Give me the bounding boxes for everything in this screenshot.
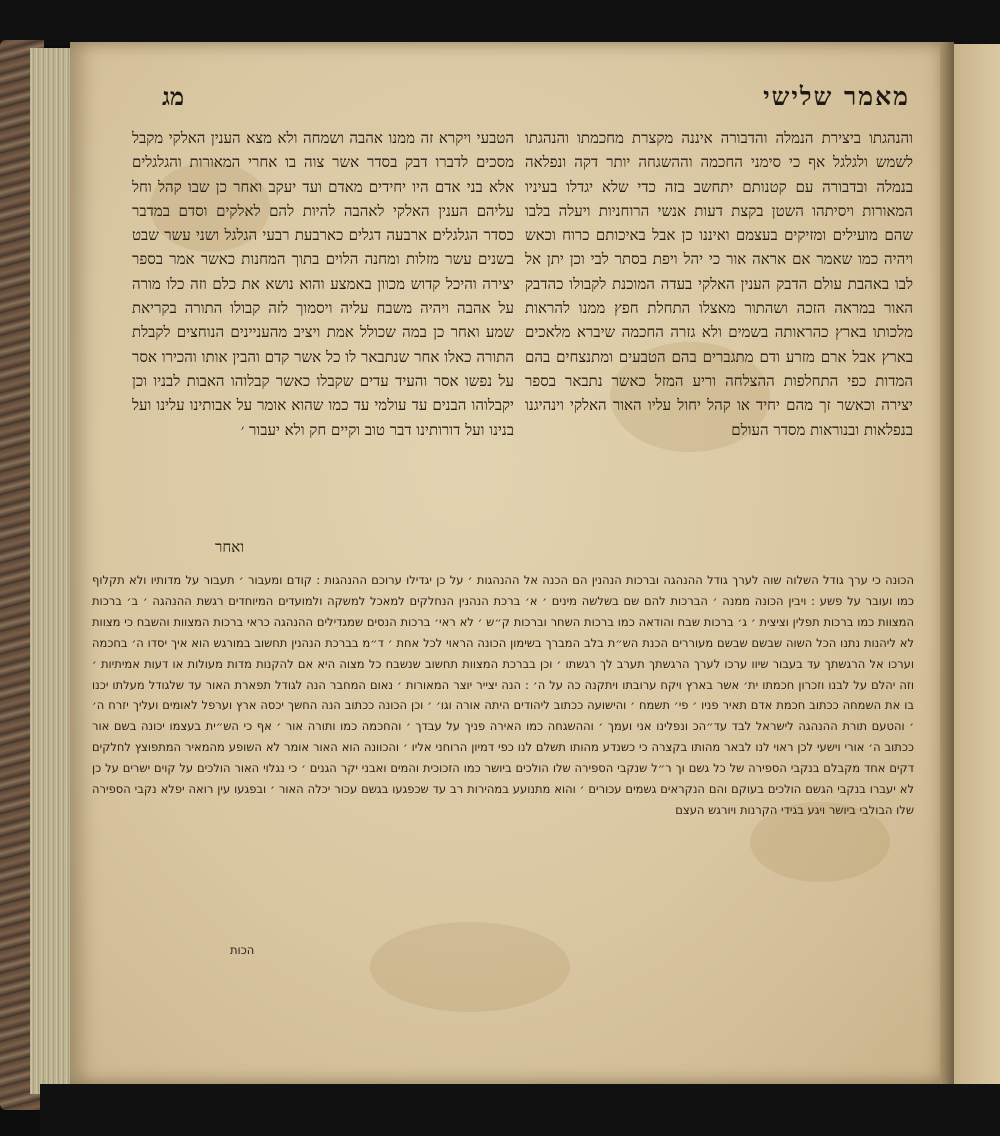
dark-background-bottom xyxy=(40,1084,1000,1136)
foxing-stain xyxy=(370,922,570,1012)
footnote-catchword: הכות xyxy=(230,943,255,957)
page-number: מג xyxy=(162,82,185,111)
right-column-text: והנהגתו ביצירת הנמלה והדבורה איננה מקצרת מחכמתו והנהגתו לשמש ולגלגל אף כי סימני החכמה וההשגחה יותר דקה ונפלאה בנמלה ובדבורה עם קטנותם יתחשב בזה כדי שלא יגדלו בעיניו המאורות ויסיתהו השטן בקצת דעות אנשי הרוחניות ויעלה בלבו שהם מועילים ומזיקים בעצמם ואיננו כן אבל באיכותם כרוח וכאש ויהיה כמו שאמר אם אראה אור כי יהל ויפת בסתר לבי וכן יתן אל לבו באהבת עולם הדבק הענין האלקי בעדה המוכנת לקבולו כהדבק האור במראה הזכה ושהתור מאצלו התחלת חפץ ממנו להראות מלכותו בארץ כהראותה בשמים ולא גזרה החכמה שיברא מלאכים בארץ אבל ארם מזרע ודם מתגברים בהם הטבעים ומתנצחים בהם המדות כפי התחלפות ההצלחה וריע המזל כאשר נתבאר בספר יצירה וכאשר זך מהם יחיד או קהל יחול עליו האור האלקי וינהיגנו בנפלאות ובנוראות מסדר העולם xyxy=(525,129,913,439)
main-text-left-column xyxy=(132,126,514,442)
main-text-right-column xyxy=(525,126,913,442)
dark-background xyxy=(0,0,1000,46)
facing-page-edge xyxy=(954,44,1000,1084)
book-gutter xyxy=(940,42,954,1084)
running-head xyxy=(150,82,910,122)
footnotes-text: הכונה כי ערך גודל השלוה שוה לערך גודל ההנהגה וברכות הנהנין הם הכנה אל ההנהגות ׳ על כן יגדילו ערוכם ההנהגות : קודם ומעבור ׳ תעבור על מדותיו ולא תקלוף כמו ועובר על פשע : ויבין הכונה ממנה ׳ הברכות להם שם בשלשה מינים ׳ א׳ ברכת הנהנין הנחלקים למאכל למשקה ולמועדים המיוחדים רגשת ההנהגה ׳ ב׳ ברכות המצוות כמו ברכות תפלין וציצית ׳ ג׳ ברכות שבח והודאה כמו ברכות השחר וברכות ק״ש ׳ לא ראי׳ ברכות הנסים שמגדילים ההנהגה כראי ברכות המצוות והשבח כי מצוות לא ליהנות נתנו הכל השוה שבשם שבשם מעוררים הכנת הש״ת בלב המברך בשימון הכונה הראוי לכל אחת ׳ ד״מ בברכת הנהנין תחשוב במורגש הוא איך יסדו ה׳ בחכמה וערכו אל הרגשתך עד בעבור שיוו ערכו לערך הרגשתך תערב לך רגשתו ׳ וכן בברכת המצוות תחשוב שנשבח כל מצוה היא אם להקנות מדות מעולות או דעות אמיתיות ׳ וזה יהלם על לבנו וזכרון חכמתו ית׳ אשר בארץ ויקח ערובתו ויתקנה כה על ה׳ : הנה יצייר יוצר המאורות ׳ נאום המחבר הנה לגודל תפארת האור עד שלגודל מעלתו יכנו בו את השמחה ככתוב חכמת אדם תאיר פניו ׳ פי׳ תשמח ׳ והישועה ככתוב ליהודים היתה אורה וגו׳ ׳ וכן הכונה ככתוב הנה החשך יכסה ארץ וערפל לאומים ועליך יזרח ה׳ ׳ והטעם תורת ההנהגה לישראל לבד עד״הכ ונפלינו אני ועמך ׳ וההשגחה כמו האירה פניך על עבדך ׳ והחכמה כמו ותורה אור ׳ אף כי הש״ית בעצמו יכונה בשם אור ככתוב ה׳ אורי וישעי לכן ראוי לנו לבאר מהותו בקצרה כי כשנדע מהותו תשלם לנו כפי דמיון הרוחני אליו ׳ והכוונה הוא האור אומר לא השופע מהמאיר המתפוצץ לחלקים דקים אחד מקבלם בנקבי הספירה של כל גשם וך ר״ל שנקבי הספירה שלו הולכים ביושר כמו הזכוכית והמים ואבני יקר הגנים ׳ כי נגלוי האור הולכים על קוים ישרים על כן לא יעברו בנקבי הגשם הולכים בעוקם והם הנקראים גשמים עכורים ׳ והוא מתנועע במהירות רב עד שכפגעו בגשם עכור יכלה האור ׳ ובפגעו עין רואה יפלא נקבי הספירה שלו הבולבי ביושר ויגע בגידי הקרנות ויורגש העצם xyxy=(92,573,914,817)
running-head-title: מאמר שלישי xyxy=(763,82,910,111)
commentary-footnotes xyxy=(92,570,914,821)
catchword: ואחר xyxy=(215,538,245,556)
left-column-text: הטבעי ויקרא זה ממנו אהבה ושמחה ולא מצא הענין האלקי מקבל מסכים לדברו דבק בסדר אשר צוה בו אחרי המאורות והגלגלים אלא בני אדם היו יחידים מאדם ועד יעקב ואחר כן שבו קהל וחל עליהם הענין האלקי לאהבה להיות להם לאלקים וסדם במדבר כסדר הגלגלים ארבעה דגלים כארבעת רבעי הגלגל ושני עשר שבט בשנים עשר מזלות ומחנה הלוים בתוך המחנות כאשר אמר בספר יצירה והיכל קדוש מכוון באמצע והוא נושא את כלם וזה כלו מורה על אהבה ויהיה משבח עליה ויסמוך לזה קבולו התורה בקריאת שמע ואחר כן במה שכולל אמת ויציב מהעניינים הנוחצים לקבלת התורה כאלו אחר שנתבאר לו כל אשר קדם והבין אותו והכירו אסר על נפשו אסר והעיד עדים שקבלו כאשר קבלוהו האבות לבניו וכן יקבלוהו הבנים עד עולמי עד כמו שהוא אומר על אבותינו עלינו ועל בנינו ועל דורותינו דבר טוב וקיים חק ולא יעבור ׳ xyxy=(132,129,514,439)
page-stack-edges xyxy=(30,48,74,1094)
